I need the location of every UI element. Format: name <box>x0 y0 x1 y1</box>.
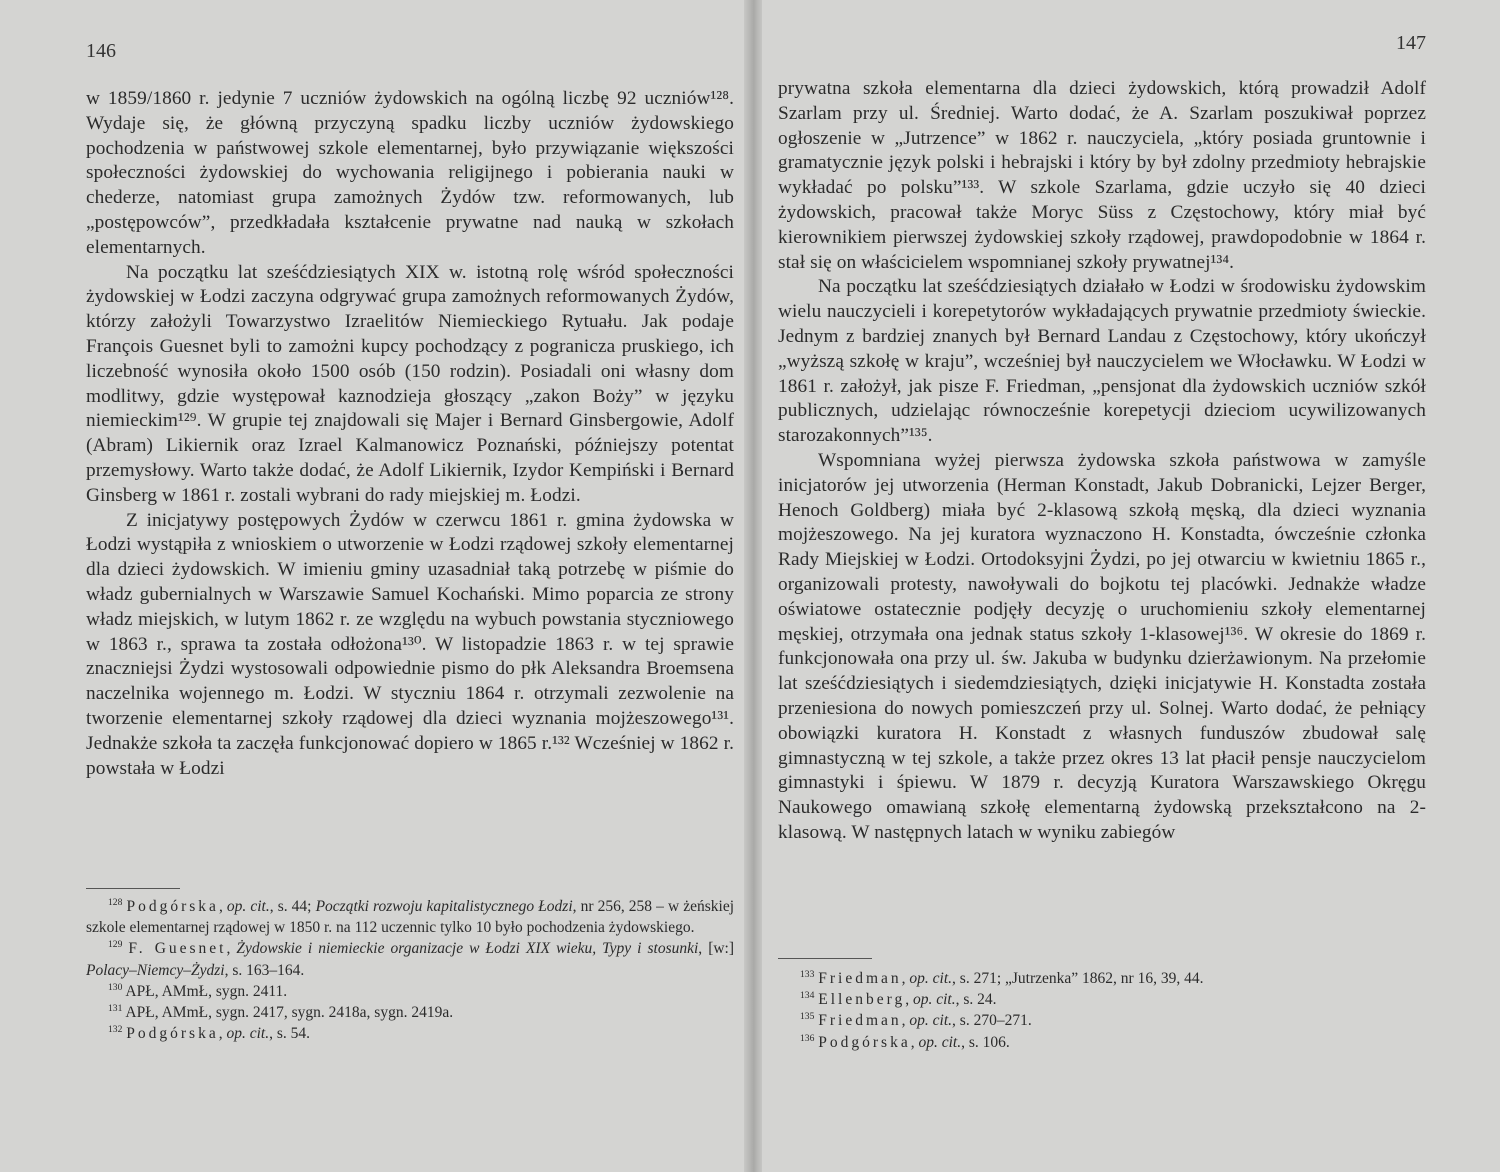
footnote: $^{132}$ Podgórska, op. cit., s. 54. <box>108 1024 311 1043</box>
footnote: $^{131}$ APŁ, AMmŁ, sygn. 2417, sygn. 2418a, sygn. 2419a. <box>108 1002 454 1022</box>
body-text <box>86 87 734 781</box>
footnote-divider <box>86 888 180 889</box>
page-number: 146 <box>86 40 116 62</box>
footnote: $^{130}$ APŁ, AMmŁ, sygn. 2411. <box>108 981 288 1000</box>
body-text <box>778 77 1426 846</box>
right-page <box>762 0 1500 1172</box>
page-number: 147 <box>1396 32 1426 54</box>
paragraph: Z inicjatywy postępowych Żydów w czerwcu 1861 r. gmina żydowska w Łodzi wystąpiła z wnioskiem o utworzenie w Łodzi rządowej szkoły elementarnej dla dzieci żydowskich. W imieniu gminy uzasadniał taką potrzebę w piśmie do władz gubernialnych w Warszawie Samuel Kochański. Mimo poparcia ze strony władz miejskich, w lutym 1862 r. ze względu na wybuch powstania styczniowego w 1863 r., sprawa ta została odłożona¹³⁰. W listopadzie 1863 r. w tej sprawie znaczniejsi Żydzi wystosowali odpowiednie pismo do płk Aleksandra Broemsena naczelnika wojennego m. Łodzi. W styczniu 1864 r. otrzymali zezwolenie na tworzenie elementarnej szkoły rządowej dla dzieci wyznania mojżeszowego¹³¹. Jednakże szkoła ta zaczęła funkcjonować dopiero w 1865 r.¹³² Wcześniej w 1862 r. powstała w Łodzi <box>86 509 734 779</box>
footnote: $^{128}$ Podgórska, op. cit., s. 44; Początki rozwoju kapitalistycznego Łodzi, nr 256, 258 – w żeńskiej szkole elementarnej rządowej w 1850 r. na 112 uczennic tylko 10 było pochodzenia żydowskiego. <box>86 896 735 937</box>
footnote: $^{136}$ Podgórska, op. cit., s. 106. <box>800 1032 1010 1051</box>
footnote: $^{133}$ Friedman, op. cit., s. 271; „Jutrzenka” 1862, nr 16, 39, 44. <box>800 968 1204 987</box>
footnote: $^{134}$ Ellenberg, op. cit., s. 24. <box>800 990 997 1009</box>
paragraph: w 1859/1860 r. jedynie 7 uczniów żydowskich na ogólną liczbę 92 uczniów¹²⁸. Wydaje się, że główną przyczyną spadku liczby uczniów żydowskiego pochodzenia w państwowej szkole elementarnej, było przywiązanie większości społeczności żydowskiej do wychowania religijnego i pobierania nauki w chederze, natomiast grupa zamożnych Żydów tzw. reformowanych, lub „postępowców”, przedkładała kształcenie prywatne nad nauką w szkołach elementarnych. <box>86 88 734 258</box>
paragraph: Wspomniana wyżej pierwsza żydowska szkoła państwowa w zamyśle inicjatorów jej utworzenia (Herman Konstadt, Jakub Dobranicki, Lejzer Berger, Henoch Goldberg) miała być 2-klasową szkołą męską, dla dzieci wyznania mojżeszowego. Na jej kuratora wyznaczono H. Konstadta, ówcześnie członka Rady Miejskiej w Łodzi. Ortodoksyjni Żydzi, po jej otwarciu w kwietniu 1865 r., organizowali protesty, nawoływali do bojkotu tej placówki. Jednakże władze oświatowe ostatecznie podjęły decyzję o uruchomieniu szkoły elementarnej męskiej, otrzymała ona jednak status szkoły 1-klasowej¹³⁶. W okresie do 1869 r. funkcjonowała ona przy ul. św. Jakuba w budynku dzierżawionym. Na przełomie lat sześćdziesiątych i siedemdziesiątych, dzięki inicjatywie H. Konstadta została przeniesiona do nowych pomieszczeń przy ul. Solnej. Warto dodać, że pełniący obowiązki kuratora H. Konstadt z własnych funduszów zbudował salę gimnastyczną w tej szkole, a także przez okres 13 lat płacił pensje nauczycielom gimnastyki i śpiewu. W 1879 r. decyzją Kuratora Warszawskiego Okręgu Naukowego omawianą szkołę elementarną żydowską przekształcono na 2-klasową. W następnych latach w wyniku zabiegów <box>778 449 1426 843</box>
footnote: $^{129}$ F. Guesnet, Żydowskie i niemieckie organizacje w Łodzi XIX wieku, Typy i stosunki, [w:] Polacy–Niemcy–Żydzi, s. 163–164. <box>86 939 735 979</box>
paragraph: Na początku lat sześćdziesiątych działało w Łodzi w środowisku żydowskim wielu nauczycieli i korepetytorów wykładających prywatnie przedmioty świeckie. Jednym z bardziej znanych był Bernard Landau z Częstochowy, który ukończył „wyższą szkołę w kraju”, wcześniej był nauczycielem we Włocławku. W Łodzi w 1861 r. założył, jak pisze F. Friedman, „pensjonat dla żydowskich uczniów szkół publicznych, udzielając równocześnie korepetycji dzieciom ucywilizowanych starozakonnych”¹³⁵. <box>778 276 1426 447</box>
left-page <box>0 0 748 1172</box>
paragraph: prywatna szkoła elementarna dla dzieci żydowskich, którą prowadził Adolf Szarlam przy ul. Średniej. Warto dodać, że A. Szarlam poszukiwał poprzez ogłoszenie w „Jutrzence” w 1862 r. nauczyciela, „który posiada gruntownie i gramatycznie język polski i hebrajski i który by był zdolny przedmioty hebrajskie wykładać po polsku”¹³³. W szkole Szarlama, gdzie uczyło się 40 dzieci żydowskich, pracował także Moryc Süss z Częstochowy, który miał być kierownikiem pierwszej żydowskiej szkoły rządowej, prawdopodobnie w 1864 r. stał się on właścicielem wspomnianej szkoły prywatnej¹³⁴. <box>778 78 1426 273</box>
footnote-divider <box>778 958 872 959</box>
footnotes <box>778 968 1426 1053</box>
paragraph: Na początku lat sześćdziesiątych XIX w. istotną rolę wśród społeczności żydowskiej w Łodzi zaczyna odgrywać grupa zamożnych reformowanych Żydów, którzy założyli Towarzystwo Izraelitów Niemieckiego Rytuału. Jak podaje François Guesnet byli to zamożni kupcy pochodzący z pogranicza pruskiego, ich liczebność wynosiła około 1500 osób (150 rodzin). Posiadali oni własny dom modlitwy, gdzie występował kaznodzieja głoszący „zakon Boży” w języku niemieckim¹²⁹. W grupie tej znajdowali się Majer i Bernard Ginsbergowie, Adolf (Abram) Likiernik oraz Izrael Kalmanowicz Poznański, późniejszy potentat przemysłowy. Warto także dodać, że Adolf Likiernik, Izydor Kempiński i Bernard Ginsberg w 1861 r. zostali wybrani do rady miejskiej m. Łodzi. <box>86 261 734 506</box>
footnotes <box>86 896 734 1044</box>
footnote: $^{135}$ Friedman, op. cit., s. 270–271. <box>800 1011 1032 1030</box>
